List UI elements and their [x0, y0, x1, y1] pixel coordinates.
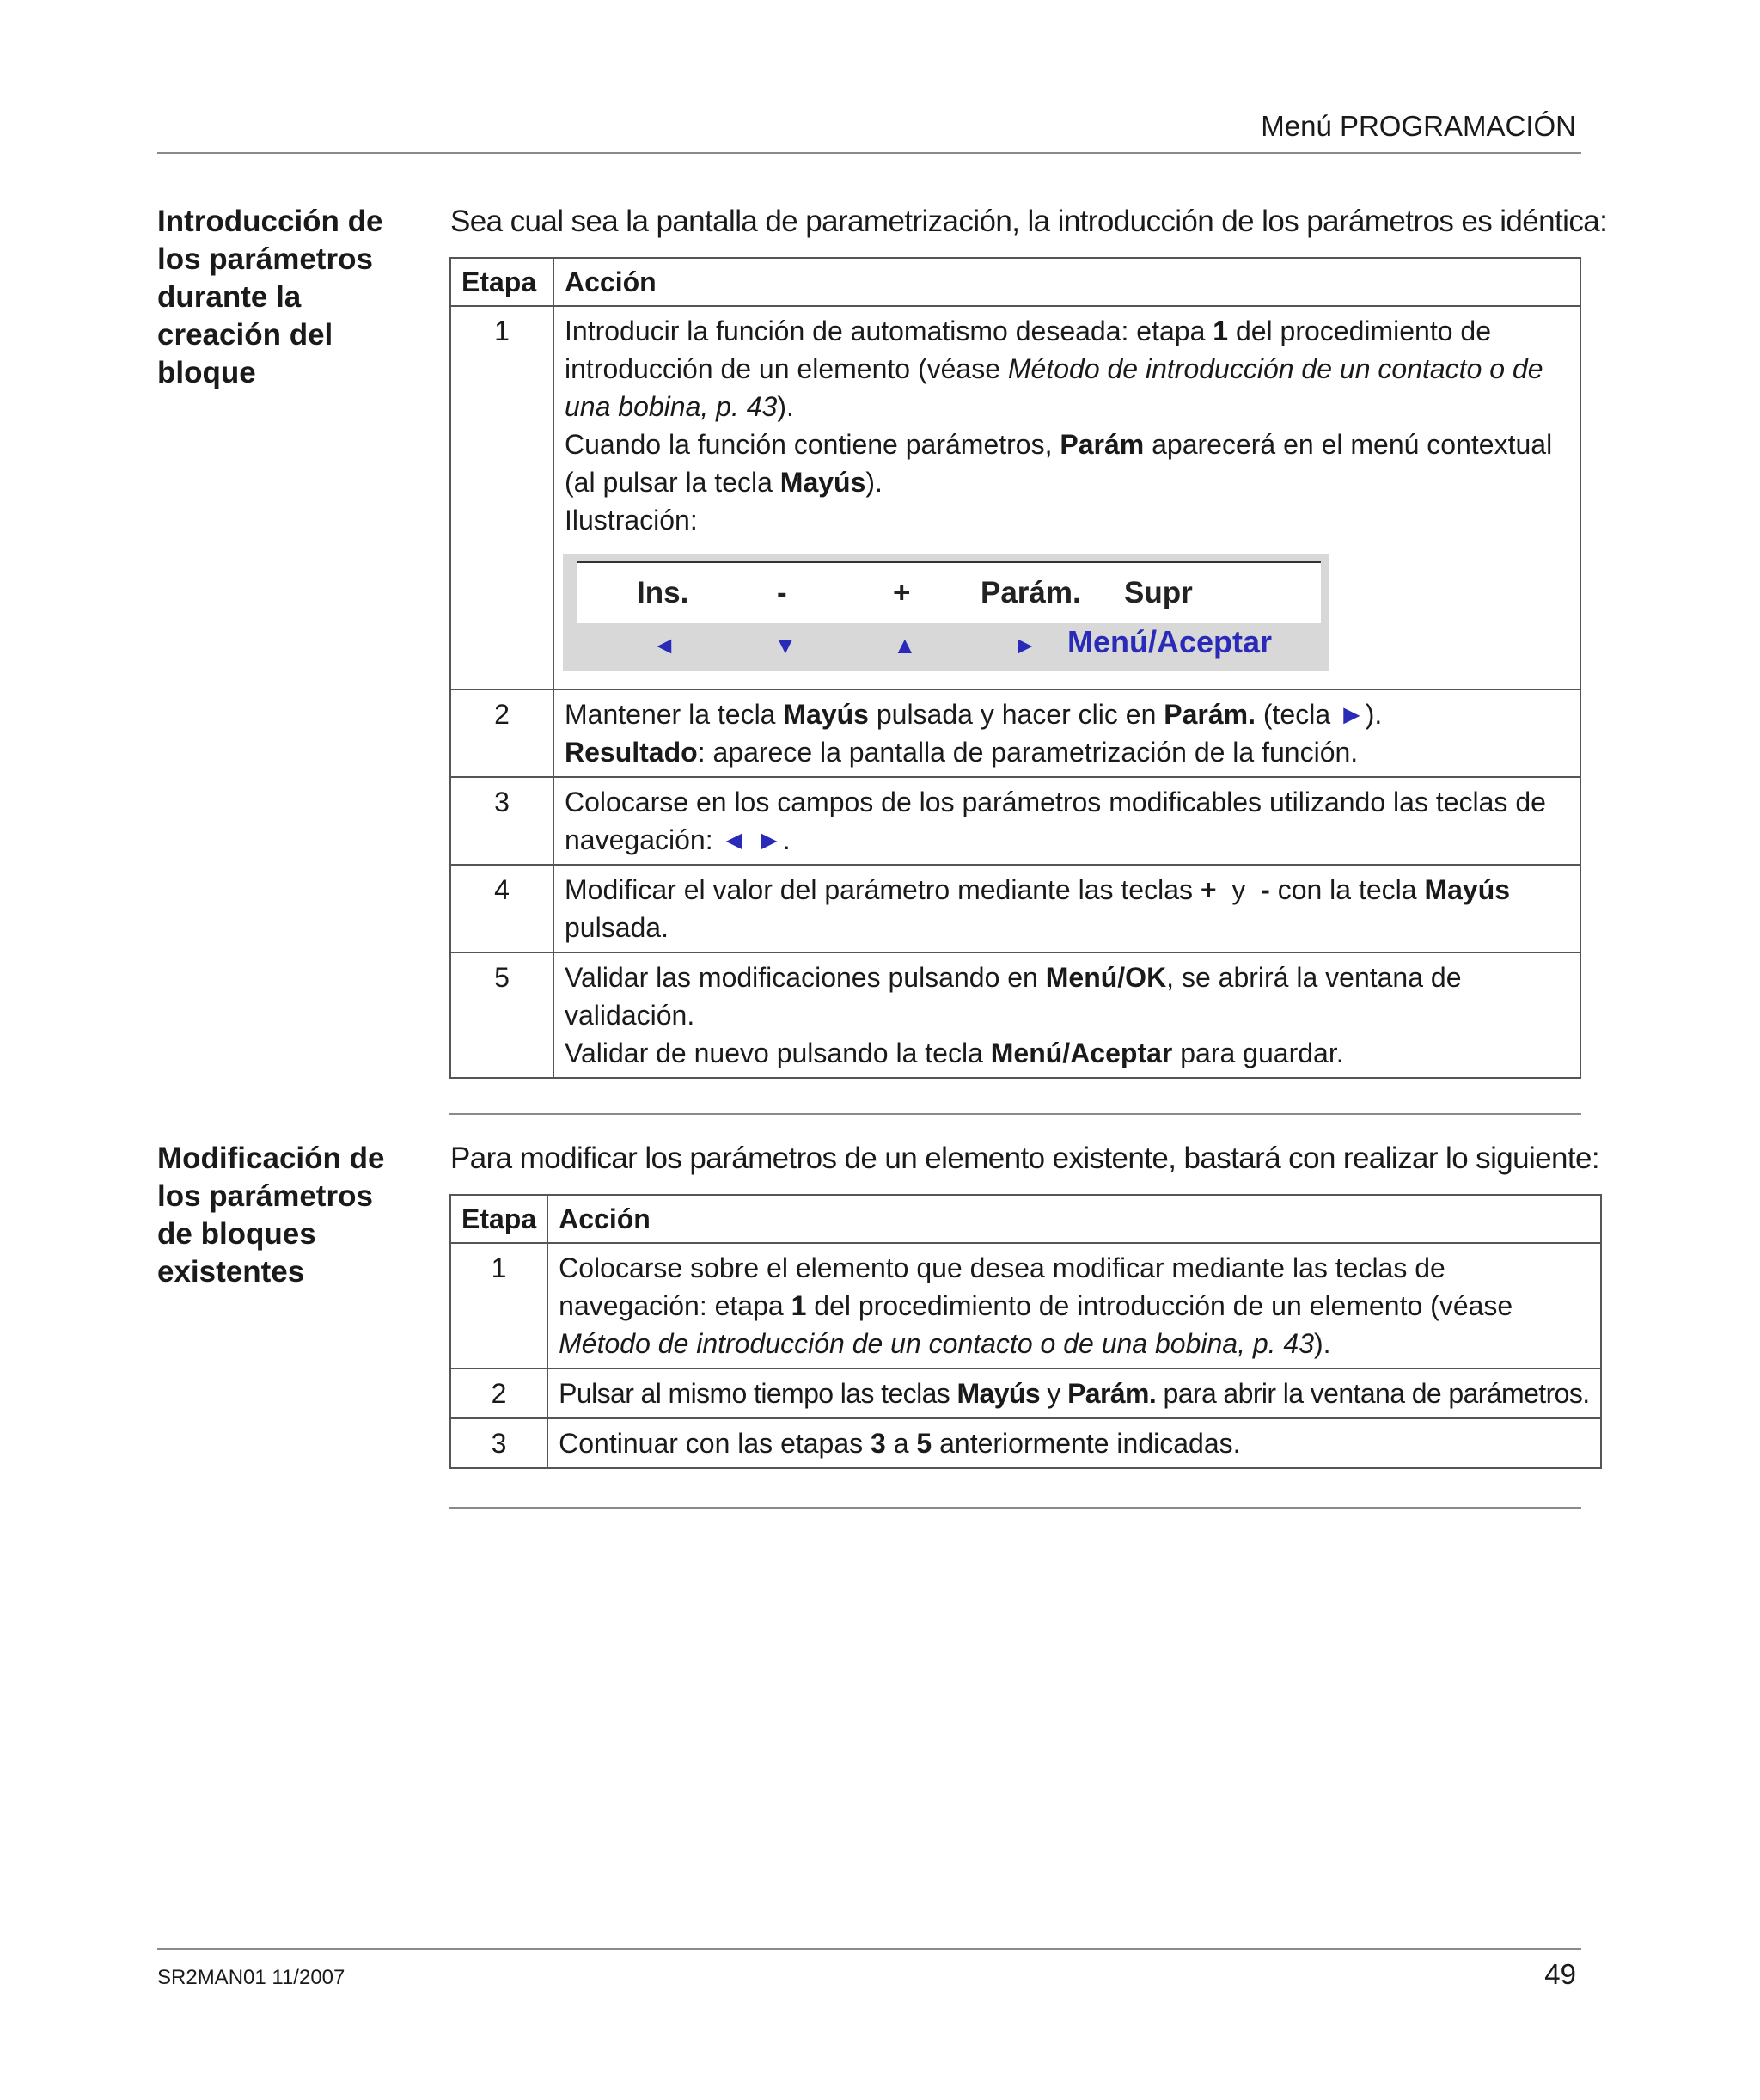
arrow-down-icon: ▼	[773, 632, 798, 658]
step-number: 3	[450, 1418, 547, 1468]
col-header-action: Acción	[547, 1195, 1600, 1243]
footer-rule	[157, 1948, 1581, 1950]
step-action: Mantener la tecla Mayús pulsada y hacer clic en Parám. (tecla ►). Resultado: aparece la pantalla de parametrización de la función.	[553, 689, 1580, 777]
step-number: 3	[450, 777, 553, 865]
context-menu-illustration	[563, 554, 1329, 671]
table-row	[450, 777, 1580, 865]
step-action: Pulsar al mismo tiempo las teclas Mayús y Parám. para abrir la ventana de parámetros.	[547, 1368, 1600, 1418]
section2-heading: Modificación de los parámetros de bloques existentes	[157, 1142, 385, 1289]
section-divider	[449, 1113, 1581, 1115]
arrow-left-icon: ◄	[652, 632, 676, 658]
page-number: 49	[1544, 1958, 1576, 1990]
step-number: 5	[450, 952, 553, 1078]
col-header-step: Etapa	[450, 1195, 547, 1243]
menu-minus-label: -	[777, 576, 787, 609]
context-menu-top-row	[577, 561, 1321, 623]
section1-heading: Introducción de los parámetros durante la creación del bloque	[157, 205, 383, 389]
menu-param-label: Parám.	[981, 576, 1081, 609]
table-header-row	[450, 1195, 1601, 1243]
table-row	[450, 952, 1580, 1078]
section2-intro: Para modificar los parámetros de un elemento existente, bastará con realizar lo siguiente:	[450, 1142, 1600, 1175]
section2-steps-table	[449, 1194, 1602, 1469]
step-number: 2	[450, 689, 553, 777]
step-number: 1	[450, 306, 553, 689]
section-divider	[449, 1507, 1581, 1509]
header-rule	[157, 152, 1581, 154]
step-number: 4	[450, 865, 553, 952]
menu-aceptar-label: Menú/Aceptar	[1067, 624, 1273, 659]
menu-plus-label: +	[893, 576, 911, 609]
arrow-keys-icon: ◄ ►	[720, 824, 783, 855]
step-action: Validar las modificaciones pulsando en Menú/OK, se abrirá la ventana de validación. Validar de nuevo pulsando la tecla Menú/Aceptar para guardar.	[553, 952, 1580, 1078]
table-header-row	[450, 258, 1580, 306]
section1-steps-table	[449, 257, 1581, 1079]
document-code: SR2MAN01 11/2007	[157, 1966, 345, 1989]
step-action: Continuar con las etapas 3 a 5 anteriormente indicadas.	[547, 1418, 1600, 1468]
section1-intro: Sea cual sea la pantalla de parametrización, la introducción de los parámetros es idéntica:	[450, 205, 1608, 238]
table-row	[450, 1368, 1601, 1418]
arrow-right-icon: ►	[1013, 632, 1037, 658]
table-row	[450, 1418, 1601, 1468]
table-row	[450, 306, 1580, 689]
table-row	[450, 1243, 1601, 1368]
col-header-action: Acción	[553, 258, 1580, 306]
step-action: Colocarse sobre el elemento que desea modificar mediante las teclas de navegación: etapa 1 del procedimiento de introducción de un elemento (véase Método de introducción de un contacto o de una bobina, p. 43).	[547, 1243, 1600, 1368]
menu-ins-label: Ins.	[637, 576, 689, 609]
step-action: Introducir la función de automatismo deseada: etapa 1 del procedimiento de introducción de un elemento (véase Método de introducción de un contacto o de una bobina, p. 43). Cuando la función contiene parámetros, Parám aparecerá en el menú contextual (al pulsar la tecla Mayús). Ilustración: Ins. - + Parám. Supr ◄ ▼ ▲ ► Menú/Aceptar	[553, 306, 1580, 689]
step-number: 1	[450, 1243, 547, 1368]
menu-supr-label: Supr	[1124, 576, 1193, 609]
step-action: Modificar el valor del parámetro mediante las teclas + y - con la tecla Mayús pulsada.	[553, 865, 1580, 952]
arrow-up-icon: ▲	[893, 632, 917, 658]
step-number: 2	[450, 1368, 547, 1418]
table-row	[450, 689, 1580, 777]
table-row	[450, 865, 1580, 952]
step-action: Colocarse en los campos de los parámetros modificables utilizando las teclas de navegación: ◄ ►.	[553, 777, 1580, 865]
arrow-right-icon: ►	[1338, 699, 1366, 730]
col-header-step: Etapa	[450, 258, 553, 306]
running-header-title: Menú PROGRAMACIÓN	[1261, 110, 1576, 142]
